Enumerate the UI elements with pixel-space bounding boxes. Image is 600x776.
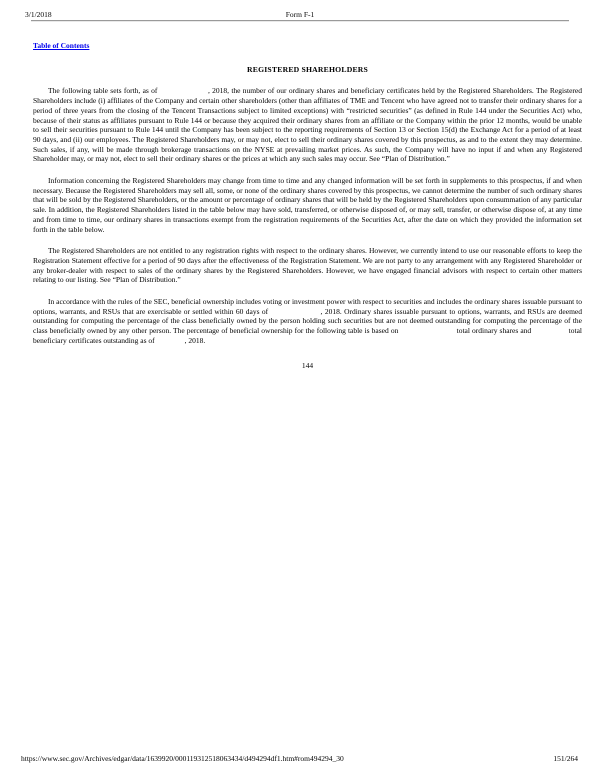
print-footer-page-indicator: 151/264 xyxy=(553,754,578,763)
print-header-doc-title: Form F-1 xyxy=(285,10,315,19)
paragraph-beneficial-ownership: In accordance with the rules of the SEC, beneficial ownership includes voting or investment power with respect to securities and includes the ordinary shares issuable pursuant to options, warrants, and RSUs that are exercisable or settled within 60 days of , 2018. Ordinary shares issuable pursuant to options, warrants, and RSUs are deemed outstanding for computing the percentage of the class beneficially owned by the person holding such securities but are not deemed outstanding for computing the percentage of the class beneficially owned by any other person. The percentage of beneficial ownership for the following table is based on total ordinary shares and total beneficiary certificates outstanding as of , 2018. xyxy=(33,297,582,345)
document-page-number: 144 xyxy=(301,360,314,370)
print-footer xyxy=(21,754,578,763)
print-footer-url: https://www.sec.gov/Archives/edgar/data/1639920/000119312518063434/d494294df1.htm#rom494294_30 xyxy=(21,754,344,763)
section-heading: REGISTERED SHAREHOLDERS xyxy=(246,64,368,74)
document-content xyxy=(33,41,582,370)
paragraph-information-changes: Information concerning the Registered Shareholders may change from time to time and any changed information will be set forth in supplements to this prospectus, if and when necessary. Because the Registered Shareholders may sell all, some, or none of the ordinary shares covered by this prospectus, we cannot determine the number of such ordinary shares that will be sold by the Registered Shareholders, or the amount or percentage of ordinary shares that will be held by the Registered Shareholders upon consummation of any particular sale. In addition, the Registered Shareholders listed in the table below may have sold, transferred, or otherwise disposed of, or may sell, transfer, or otherwise dispose of, at any time and from time to time, our ordinary shares in transactions exempt from the registration requirements of the Securities Act, after the date on which they provided the information set forth in the table below. xyxy=(33,176,582,234)
table-of-contents-link[interactable]: Table of Contents xyxy=(33,41,90,50)
horizontal-rule xyxy=(31,20,569,22)
print-header xyxy=(25,10,575,20)
paragraph-registration-rights: The Registered Shareholders are not entitled to any registration rights with respect to the ordinary shares. However, we currently intend to use our reasonable efforts to keep the Registration Statement effective for a period of 90 days after the effectiveness of the Registration Statement. We are not party to any arrangement with any Registered Shareholder or any broker-dealer with respect to sales of the ordinary shares by the Registered Shareholders. However, we have engaged financial advisors with respect to certain other matters relating to our listing. See “Plan of Distribution.” xyxy=(33,246,582,285)
toc-link-row xyxy=(33,41,582,51)
paragraph-registered-shareholders-intro: The following table sets forth, as of , 2018, the number of our ordinary shares and beneficiary certificates held by the Registered Shareholders. The Registered Shareholders include (i) affiliates of the Company and certain other shareholders (other than affiliates of TME and Tencent who have agreed not to transfer their ordinary shares for a period of three years from the closing of the Tencent Transactions subject to limited exceptions) with “restricted securities” (as defined in Rule 144 under the Securities Act) who, because of their status as affiliates pursuant to Rule 144 or because they acquired their ordinary shares from an affiliate or the Company within the prior 12 months, would be unable to sell their securities pursuant to Rule 144 until the Company has been subject to the reporting requirements of Section 13 or Section 15(d) the Exchange Act for a period of at least 90 days, and (ii) our employees. The Registered Shareholders may, or may not, elect to sell their ordinary shares covered by this prospectus, as and to the extent they may determine. Such sales, if any, will be made through brokerage transactions on the NYSE at prevailing market prices. As such, the Company will have no input if and when any Registered Shareholder may, or may not, elect to sell their ordinary shares or the prices at which any such sales may occur. See “Plan of Distribution.” xyxy=(33,86,582,164)
print-header-date: 3/1/2018 xyxy=(25,10,52,19)
